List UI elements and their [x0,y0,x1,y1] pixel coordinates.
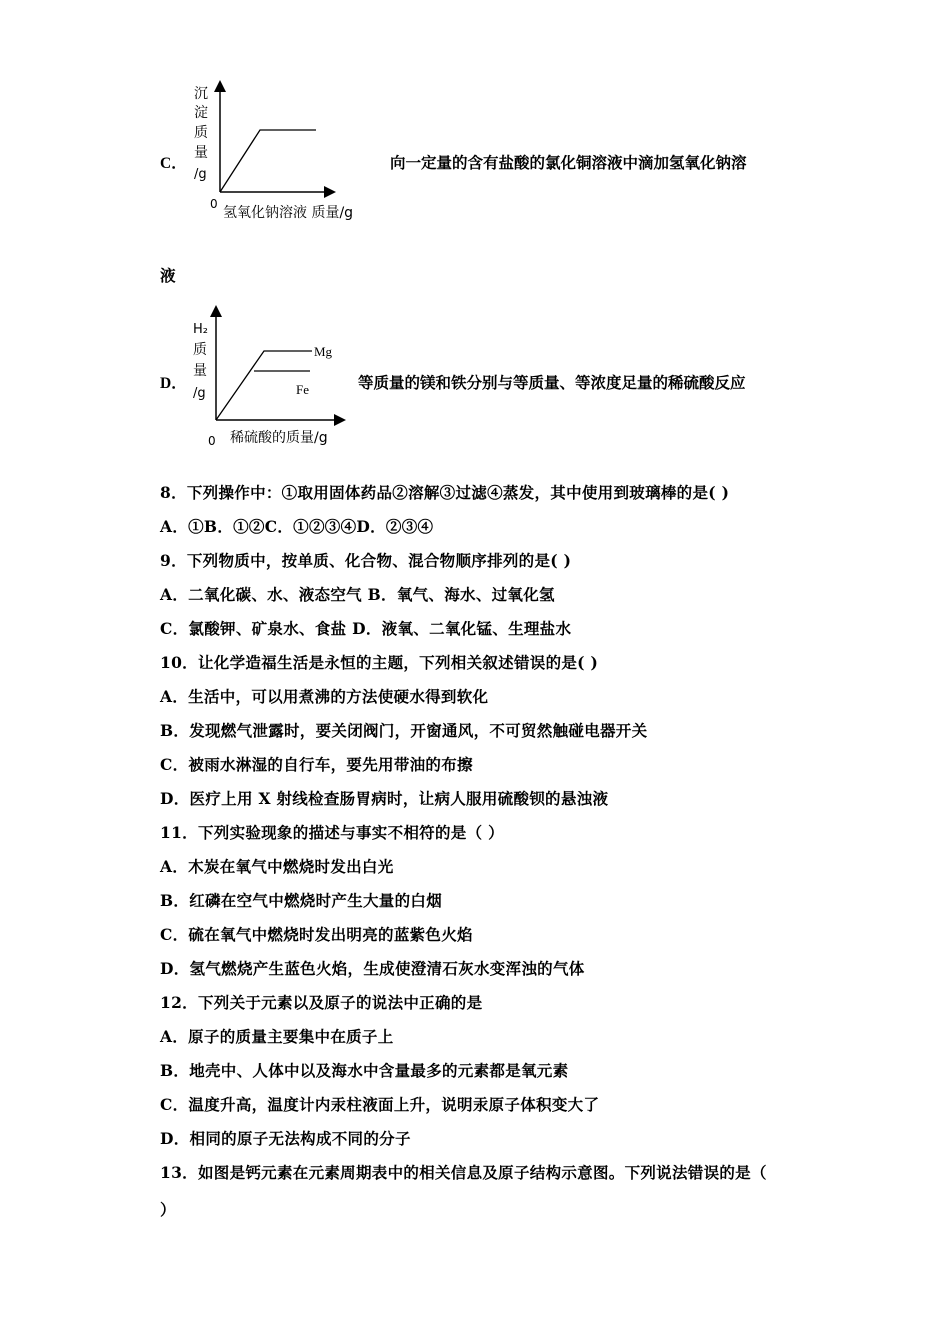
d-mg-label: Mg [314,344,333,359]
q10-stem: 10．让化学造福生活是永恒的主题，下列相关叙述错误的是( ) [160,653,599,672]
c-y-label-5: /g [194,167,207,182]
q9-options-ab: A．二氧化碳、水、液态空气 B．氧气、海水、过氧化氢 [160,585,555,604]
option-c-desc: 向一定量的含有盐酸的氯化铜溶液中滴加氢氧化钠溶 [390,153,747,172]
c-curve [220,130,316,192]
d-y-label-h2: H₂ [193,322,208,337]
q12-stem: 12．下列关于元素以及原子的说法中正确的是 [160,993,483,1012]
d-y-label-1: 质 [193,342,207,358]
q12-option-b: B．地壳中、人体中以及海水中含量最多的元素都是氧元素 [160,1061,569,1080]
q8-options: A．①B．①②C．①②③④D．②③④ [160,517,434,536]
c-y-label-2: 淀 [194,105,208,121]
q11-option-b: B．红磷在空气中燃烧时产生大量的白烟 [160,891,443,910]
q11-option-a: A．木炭在氧气中燃烧时发出白光 [160,857,394,876]
option-c-desc-wrap: 液 [160,266,176,285]
c-y-label-3: 质 [194,125,208,141]
q10-option-d: D．医疗上用 X 射线检查肠胃病时，让病人服用硫酸钡的悬浊液 [160,789,609,808]
d-y-label-2: 量 [193,363,207,379]
q13-stem-wrap: ） [160,1200,176,1219]
d-y-label-3: /g [193,386,206,401]
c-x-label: 氢氧化钠溶液 质量/g [223,205,354,220]
d-fe-label: Fe [296,382,309,397]
q12-option-d: D．相同的原子无法构成不同的分子 [160,1129,411,1148]
option-d-desc: 等质量的镁和铁分别与等质量、等浓度足量的稀硫酸反应 [358,373,746,392]
q10-option-b: B．发现燃气泄露时，要关闭阀门，开窗通风，不可贸然触碰电器开关 [160,721,648,740]
q10-option-a: A．生活中，可以用煮沸的方法使硬水得到软化 [160,687,489,706]
d-origin: 0 [208,434,216,448]
option-d-label: D． [160,375,187,392]
q13-stem: 13．如图是钙元素在元素周期表中的相关信息及原子结构示意图。下列说法错误的是（ [160,1163,767,1182]
d-x-label: 稀硫酸的质量/g [230,430,328,446]
option-d-chart [190,305,360,450]
q11-stem: 11．下列实验现象的描述与事实不相符的是（ ） [160,823,504,842]
option-c-chart [190,80,390,220]
q9-options-cd: C．氯酸钾、矿泉水、食盐 D．液氧、二氧化锰、生理盐水 [160,619,572,638]
q11-option-d: D．氢气燃烧产生蓝色火焰，生成使澄清石灰水变浑浊的气体 [160,959,585,978]
c-y-label-1: 沉 [194,86,208,102]
q9-stem: 9．下列物质中，按单质、化合物、混合物顺序排列的是( ) [160,551,572,570]
q12-option-c: C．温度升高，温度计内汞柱液面上升，说明汞原子体积变大了 [160,1095,600,1114]
q12-option-a: A．原子的质量主要集中在质子上 [160,1027,394,1046]
q11-option-c: C．硫在氧气中燃烧时发出明亮的蓝紫色火焰 [160,925,473,944]
c-y-label-4: 量 [194,145,208,161]
q8-stem: 8．下列操作中：①取用固体药品②溶解③过滤④蒸发，其中使用到玻璃棒的是( ) [160,483,730,502]
q10-option-c: C．被雨水淋湿的自行车，要先用带油的布擦 [160,755,473,774]
option-c-label: C． [160,155,187,172]
c-origin: 0 [210,197,218,211]
